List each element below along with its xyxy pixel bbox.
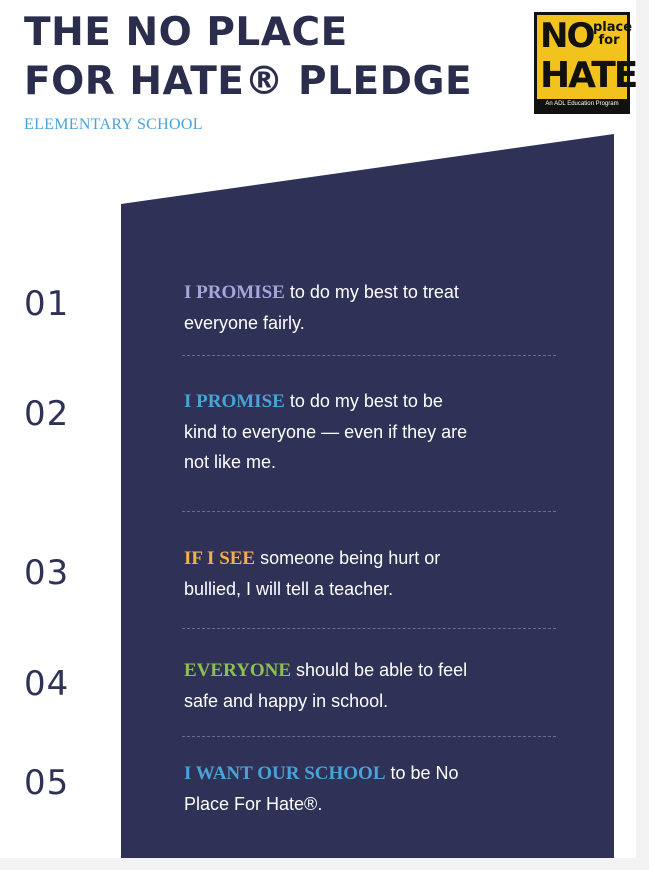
pledge-05-line-2: Place For Hate®. bbox=[184, 794, 323, 814]
page-subtitle: ELEMENTARY SCHOOL bbox=[24, 116, 203, 133]
pledge-03-line-1 bbox=[184, 543, 564, 574]
no-place-for-hate-logo bbox=[534, 12, 637, 114]
pledge-01-line-1 bbox=[184, 277, 564, 308]
title-line-2: FOR HATE® PLEDGE bbox=[24, 59, 473, 104]
logo-place-for-text bbox=[593, 20, 633, 48]
logo-for-text: for bbox=[598, 33, 620, 48]
pledge-item-05 bbox=[184, 758, 564, 819]
pledge-item-02 bbox=[184, 386, 564, 477]
pledge-02-line-1 bbox=[184, 386, 564, 417]
pledge-number-01: 01 bbox=[24, 284, 70, 324]
page-title bbox=[24, 8, 472, 106]
logo-place-text: place bbox=[593, 20, 633, 35]
pledge-03-keyword: IF I SEE bbox=[184, 548, 256, 569]
pledge-divider bbox=[182, 736, 556, 737]
pledge-02-keyword: I PROMISE bbox=[184, 391, 285, 412]
pledge-04-line-2: safe and happy in school. bbox=[184, 691, 389, 711]
pledge-number-02: 02 bbox=[24, 394, 70, 434]
pledge-01-keyword: I PROMISE bbox=[184, 282, 285, 303]
pledge-panel bbox=[121, 134, 614, 858]
pledge-02-line-2: kind to everyone — even if they are bbox=[184, 422, 468, 442]
pledge-01-line-2: everyone fairly. bbox=[184, 313, 305, 333]
pledge-item-04 bbox=[184, 655, 564, 716]
pledge-04-text-1: should be able to feel bbox=[291, 660, 468, 680]
pledge-divider bbox=[182, 628, 556, 629]
pledge-divider bbox=[182, 511, 556, 512]
pledge-item-03 bbox=[184, 543, 564, 604]
pledge-03-text-1: someone being hurt or bbox=[255, 548, 441, 568]
pledge-number-03: 03 bbox=[24, 553, 70, 593]
pledge-number-04: 04 bbox=[24, 664, 70, 704]
pledge-number-05: 05 bbox=[24, 763, 70, 803]
logo-hate-text: HATE bbox=[540, 55, 637, 96]
logo-tagline: An ADL Education Program bbox=[545, 101, 619, 107]
pledge-01-text-1: to do my best to treat bbox=[284, 282, 459, 302]
pledge-03-line-2: bullied, I will tell a teacher. bbox=[184, 579, 394, 599]
pledge-04-line-1 bbox=[184, 655, 564, 686]
pledge-05-line-1 bbox=[184, 758, 564, 789]
pledge-04-keyword: EVERYONE bbox=[184, 660, 292, 681]
logo-no-text: NO bbox=[540, 16, 594, 56]
pledge-02-text-1: to do my best to be bbox=[284, 391, 443, 411]
pledge-item-01 bbox=[184, 277, 564, 338]
pledge-divider bbox=[182, 355, 556, 356]
pledge-05-text-1: to be No bbox=[385, 763, 459, 783]
pledge-05-keyword: I WANT OUR SCHOOL bbox=[184, 763, 386, 784]
title-line-1: THE NO PLACE bbox=[24, 10, 348, 55]
pledge-02-line-3: not like me. bbox=[184, 452, 277, 472]
logo-badge bbox=[537, 15, 637, 99]
